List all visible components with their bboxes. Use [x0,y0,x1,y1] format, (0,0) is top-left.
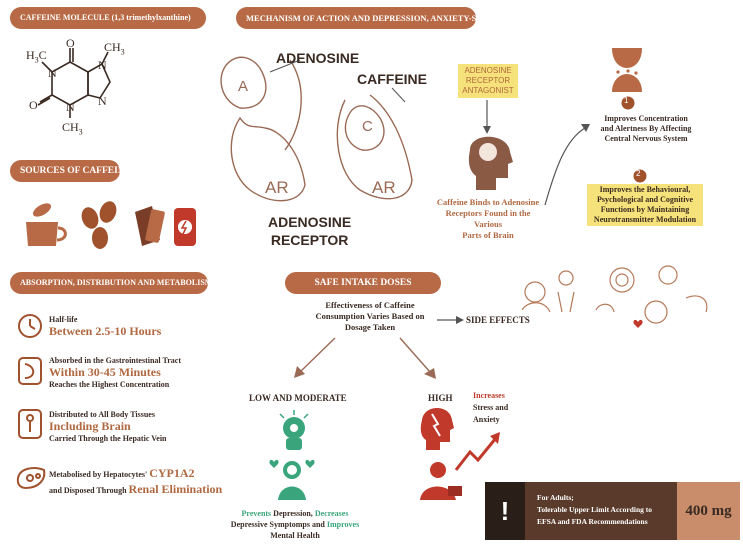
high-label: HIGH [428,393,453,403]
stomach-icon [19,358,41,384]
ar-label-2: AR [372,178,396,197]
warning-mark-box: ! [485,482,525,540]
molecule-o-label-2: O [29,98,38,112]
warning-bar [485,482,740,540]
antagonist-box: ADENOSINE RECEPTOR ANTAGONIST [458,64,518,98]
side-effects-label: SIDE EFFECTS [466,315,530,325]
ar-label-1: AR [265,178,289,197]
low-moderate-label: LOW AND MODERATE [249,393,347,403]
body-tissue-icon [19,410,41,438]
happy-woman-icon [269,460,314,500]
caffeine-molecule-header: CAFFEINE MOLECULE (1,3 trimethylxanthine) [10,7,206,29]
high-effect-text: Increases Stress and Anxiety [473,391,509,424]
absorption-header: ABSORPTION, DISTRIBUTION AND METABOLISM [10,272,208,294]
clock-icon [19,315,41,337]
halflife-item: Half-life Between 2.5-10 Hours [49,315,162,338]
molecule-n-label-2: N [98,58,107,72]
side-effects-sketches [522,266,707,323]
metabolised-item: Metabolised by Hepatocytes' CYP1A2 and Disposed Through Renal Elimination [49,466,223,496]
molecule-o-label-1: O [66,36,75,50]
distributed-item: Distributed to All Body Tissues Including Brain Carried Through the Hepatic Vein [49,410,167,443]
caffeine-label: CAFFEINE [357,71,427,87]
molecule-ch3-label-1: $CH_3$ [104,40,125,57]
molecule-n-label-3: N [98,94,107,108]
adenosine-label: ADENOSINE [276,50,360,66]
a-label: A [238,78,249,95]
c-label: C [362,118,373,135]
adenosine-receptor-label: ADENOSINE RECEPTOR [268,214,352,248]
synapse-icon [612,48,642,92]
coffee-cup-icon [26,201,65,246]
molecule-ch3-label-2: $CH_3$ [62,120,83,137]
absorbed-item: Absorbed in the Gastrointestinal Tract Within 30-45 Minutes Reaches the Highest Concentration [49,356,182,389]
safe-intake-header: SAFE INTAKE DOSES [285,272,441,294]
liver-icon [18,468,44,488]
molecule-n-label-1: N [48,66,57,80]
effect-1-text: Improves Concentration and Alertness By Affecting Central Nervous System [600,114,692,143]
molecule-h3c-label: $H_3C$ [26,48,47,65]
caffeine-binds-text: Caffeine Binds to Adenosine Receptors Found in the Various Parts of Brain [436,197,540,240]
effectiveness-text: Effectiveness of Caffeine Consumption Varies Based on Dosage Taken [315,300,425,332]
adenosine-receptor-drawing [221,57,305,200]
limit-box: 400 mg [677,482,740,540]
rising-arrow-icon [456,438,496,470]
stressed-worker-icon [420,462,462,500]
number-1-label: 1 [624,96,629,105]
sources-header: SOURCES OF CAFFEINE [10,160,120,182]
energy-drink-icon [174,208,196,246]
stressed-head-icon [421,408,454,450]
low-effect-text: Prevents Depression, Decreases Depressive Symptomps and Improves Mental Health [230,509,360,540]
coffee-beans-icon [79,199,120,249]
effect-2-text: Improves the Behavioural, Psychological and Cognitive Functions by Maintaining Neurotransmitter Modulation [587,184,703,226]
molecule-n-label-4: N [66,100,75,114]
mechanism-header: MECHANISM OF ACTION AND DEPRESSION, ANXIETY-STRESS [236,7,476,29]
warning-text: For Adults; Tolerable Upper Limit According to EFSA and FDA Recommendations [537,493,652,526]
number-2-label: 2 [636,169,641,178]
small-heart-icons [633,320,642,328]
